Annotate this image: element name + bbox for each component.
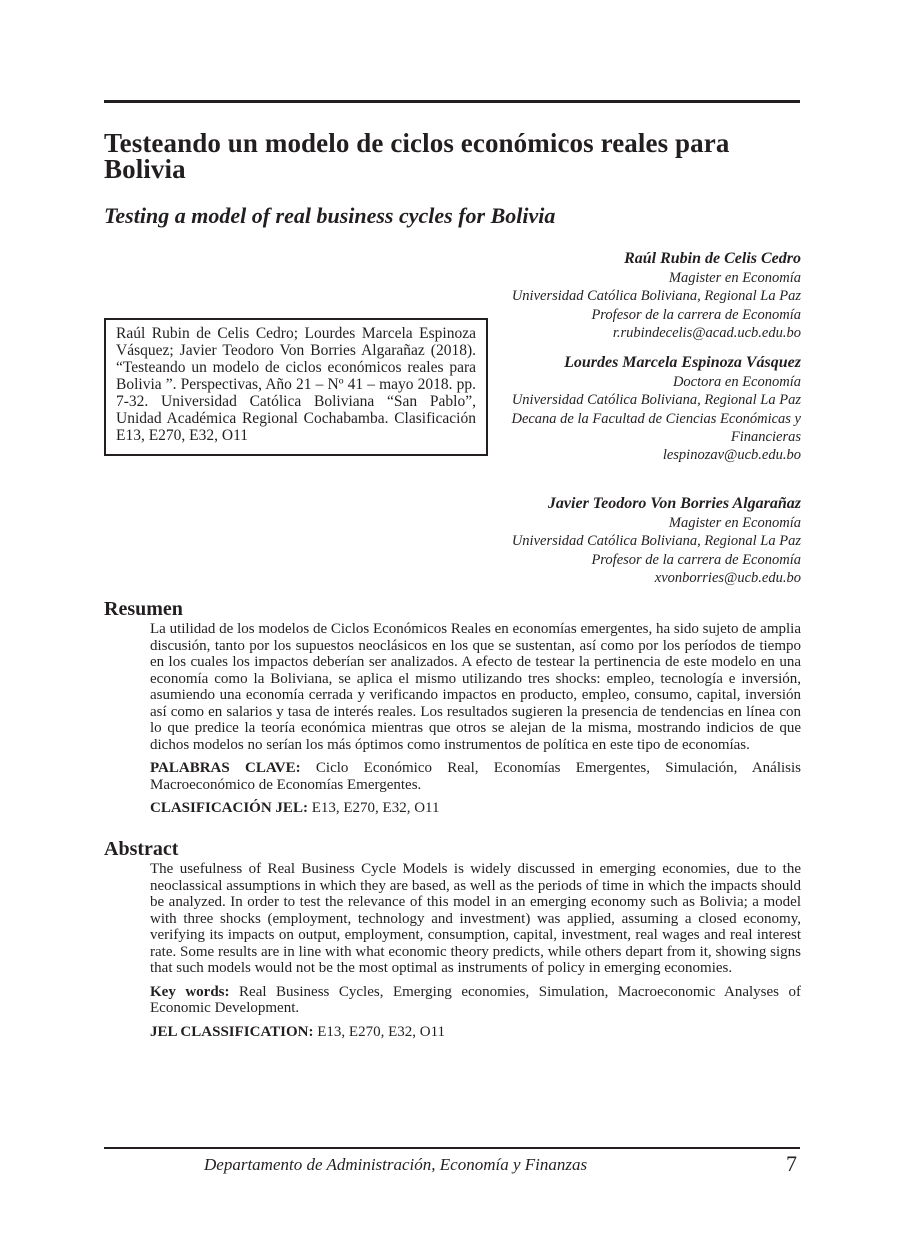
author-block-3 — [441, 494, 801, 587]
resumen-section — [150, 621, 801, 824]
jel-label: CLASIFICACIÓN JEL: — [150, 800, 308, 816]
keywords-label: Key words: — [150, 983, 230, 1000]
resumen-heading: Resumen — [104, 598, 183, 620]
citation-box: Raúl Rubin de Celis Cedro; Lourdes Marcela Espinoza Vásquez; Javier Teodoro Von Borries Algarañaz (2018). “Testeando un modelo de ciclos económicos reales para Bolivia ”. Perspectivas, Año 21 – Nº 41 – mayo 2018. pp. 7-32. Universidad Católica Boliviana “San Pablo”, Unidad Académica Regional Cochabamba. Clasificación E13, E270, E32, O11 — [104, 318, 488, 456]
resumen-keywords — [150, 760, 801, 793]
abstract-keywords — [150, 984, 801, 1017]
author-block-1 — [441, 249, 801, 342]
resumen-paragraph: La utilidad de los modelos de Ciclos Económicos Reales en economías emergentes, ha sido sujeto de amplia discusión, tanto por los supuestos neoclásicos en los que se sustentan, así como por los períodos de tiempo en los cuales los impactos deberían ser analizados. A efecto de testear la pertinencia de este modelo en una economía como la Boliviana, se aplica el mismo utilizando tres shocks: empleo, tecnología e inversión, asumiendo una economía cerrada y verificando impactos en producto, empleo, consumo, capital, inversión así como en salarios y tasa de interés reales. Los resultados sugieren la presencia de tendencias en línea con lo que predice la teoría económica mientras que otros se alejan de la misma, mostrando indicios de que dichos modelos no serían los más óptimos como instrumentos de política en este tipo de economías. — [150, 621, 801, 753]
abstract-paragraph: The usefulness of Real Business Cycle Models is widely discussed in emerging economies, due to the neoclassical assumptions in which they are based, as well as the periods of time in which the impacts should be analyzed. In order to test the relevance of this model in an emerging economy such as Bolivia; a model with three shocks (employment, technology and investment) was applied, assuming a closed economy, verifying its impacts on output, employment, consumption, capital, investment, real wages and real interest rate. Some results are in line with what economic theory predicts, while others depart from it, showing signs that such models would not be the most optimal as instruments of policy in emerging economies. — [150, 861, 801, 976]
footer-rule — [104, 1147, 800, 1149]
abstract-section — [150, 861, 801, 1047]
author-degree: Doctora en Economía — [672, 374, 801, 390]
author-email: lespinozav@ucb.edu.bo — [662, 447, 801, 464]
jel-label: JEL CLASSIFICATION: — [150, 1023, 314, 1040]
keywords-label: PALABRAS CLAVE: — [150, 760, 301, 776]
author-affiliation: Universidad Católica Boliviana, Regional La Paz — [511, 392, 801, 409]
author-degree: Magister en Economía — [668, 270, 801, 286]
author-name: Raúl Rubin de Celis Cedro — [624, 250, 801, 267]
paper-title: Testeando un modelo de ciclos económicos reales para Bolivia — [104, 128, 730, 184]
author-affiliation: Universidad Católica Boliviana, Regional La Paz — [511, 533, 801, 550]
author-email: xvonborries@ucb.edu.bo — [654, 569, 801, 586]
resumen-jel — [150, 800, 801, 817]
footer-department: Departamento de Administración, Economía y Finanzas — [204, 1155, 588, 1174]
paper-subtitle: Testing a model of real business cycles for Bolivia — [104, 203, 556, 228]
jel-codes: E13, E270, E32, O11 — [311, 800, 440, 816]
keywords-text: Real Business Cycles, Emerging economies, Simulation, Macroeconomic Analyses of Economic Development. — [150, 983, 802, 1016]
author-block-2 — [481, 353, 801, 464]
header-rule — [104, 100, 800, 103]
author-position: Profesor de la carrera de Economía — [591, 306, 801, 323]
keywords-text: Ciclo Económico Real, Economías Emergentes, Simulación, Análisis Macroeconómico de Economías Emergentes. — [150, 760, 801, 793]
author-affiliation: Universidad Católica Boliviana, Regional La Paz — [511, 288, 801, 305]
author-degree: Magister en Economía — [668, 515, 801, 531]
author-position: Profesor de la carrera de Economía — [591, 551, 801, 568]
author-email: r.rubindecelis@acad.ucb.edu.bo — [612, 324, 801, 341]
author-name: Lourdes Marcela Espinoza Vásquez — [564, 354, 801, 371]
author-name: Javier Teodoro Von Borries Algarañaz — [547, 495, 801, 512]
abstract-jel — [150, 1024, 801, 1041]
abstract-heading: Abstract — [104, 838, 179, 860]
author-position: Decana de la Facultad de Ciencias Económicas y Financieras — [511, 410, 801, 445]
page-number: 7 — [786, 1151, 797, 1176]
jel-codes: E13, E270, E32, O11 — [317, 1023, 446, 1040]
